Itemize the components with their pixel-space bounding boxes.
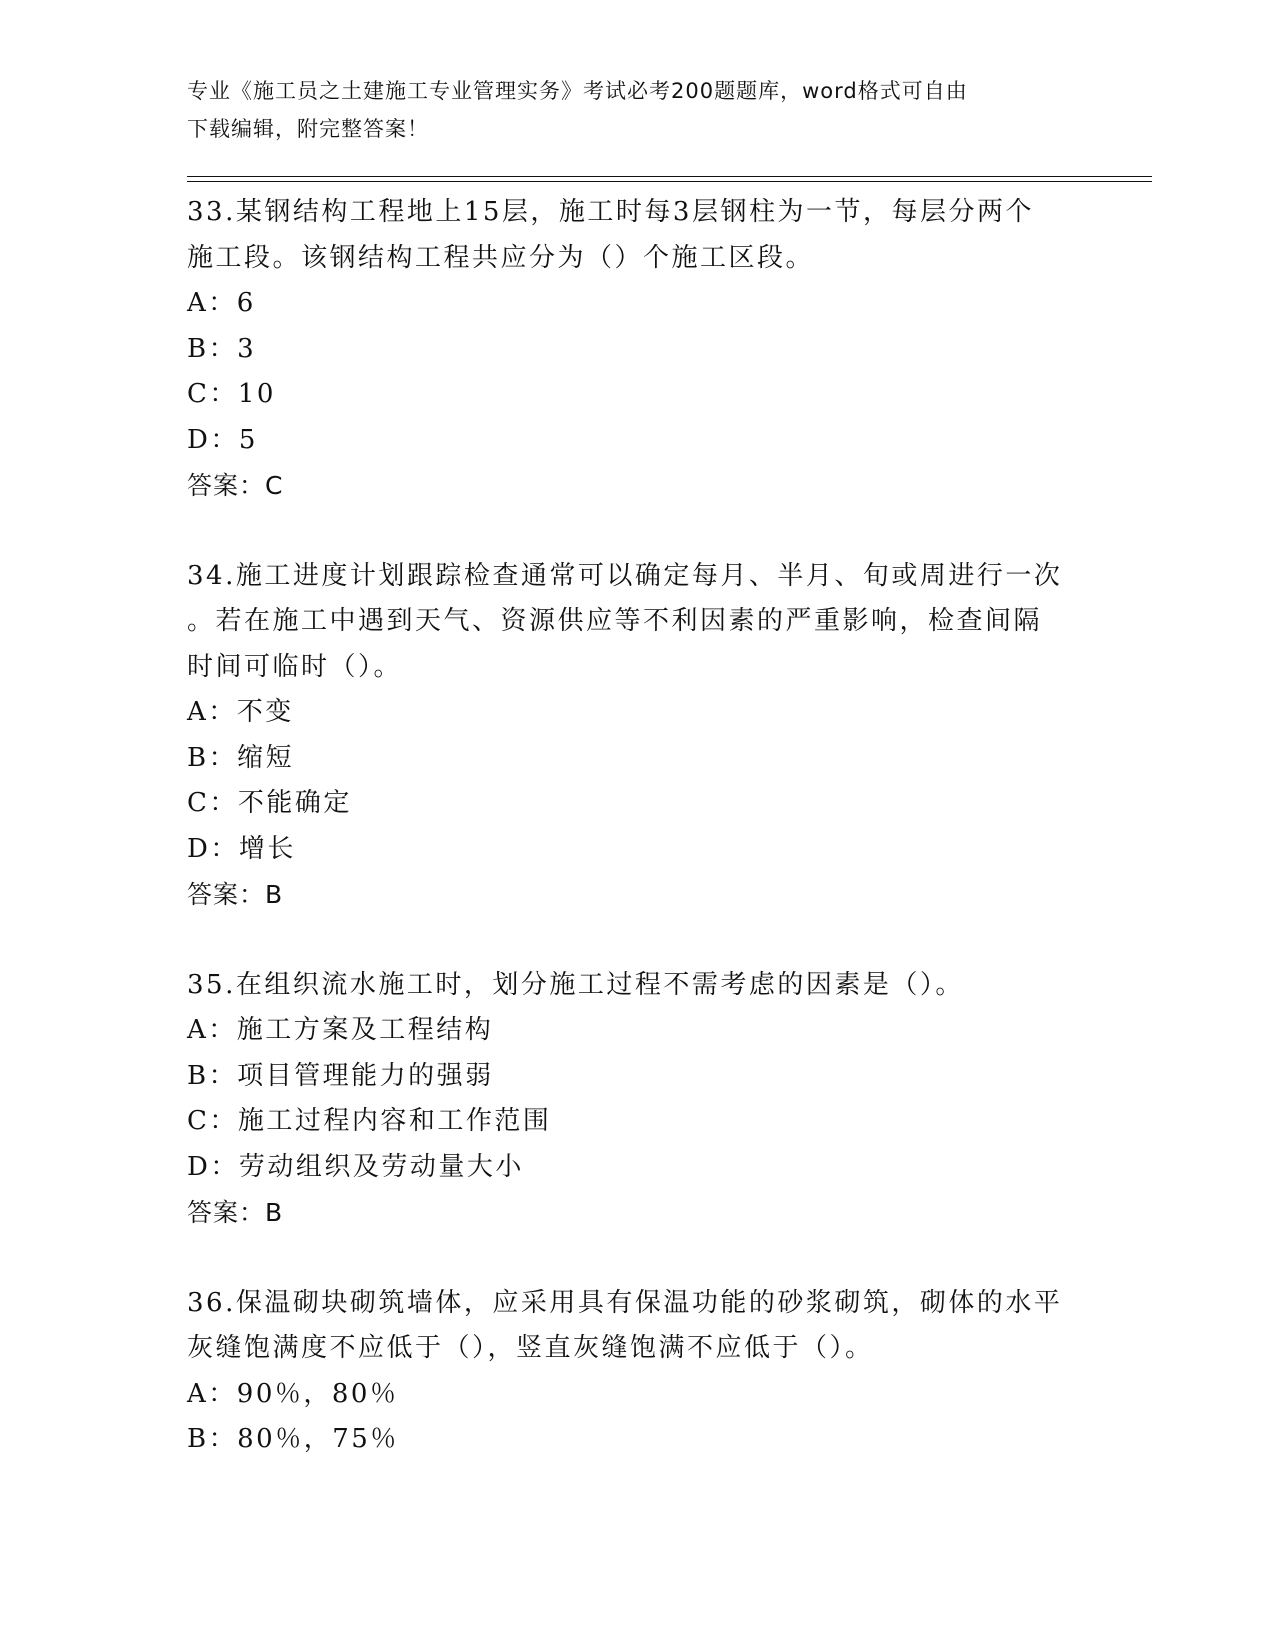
stem-line: 33.某钢结构工程地上15层，施工时每3层钢柱为一节，每层分两个 [187,197,1034,227]
option-b: B：3 [187,333,257,364]
option-c: C：不能确定 [187,788,352,818]
question-list [187,190,1087,1463]
question-stem [187,554,1087,691]
answer-line: 答案：B [187,1198,284,1227]
question-spacer [187,918,1087,963]
stem-line: 36.保温砌块砌筑墙体，应采用具有保温功能的砂浆砌筑，砌体的水平 [187,1287,1063,1318]
option-b: B：缩短 [187,742,295,773]
option-a: A：90％，80％ [187,1378,399,1409]
question-spacer [187,1236,1087,1281]
option-d: D：劳动组织及劳动量大小 [187,1151,524,1182]
option-b: B：项目管理能力的强弱 [187,1060,494,1091]
header-line-1: 专业《施工员之土建施工专业管理实务》考试必考200题题库，word格式可自由 [187,79,968,103]
stem-line: 。若在施工中遇到天气、资源供应等不利因素的严重影响，检查间隔 [187,606,1043,636]
option-b: B：80％，75％ [187,1424,399,1454]
question-36 [187,1281,1087,1463]
header-divider-bottom [187,181,1152,182]
stem-line: 35.在组织流水施工时，划分施工过程不需考虑的因素是（）。 [187,969,964,1000]
option-d: D：增长 [187,833,296,864]
stem-line: 34.施工进度计划跟踪检查通常可以确定每月、半月、旬或周进行一次 [187,560,1063,591]
question-33 [187,190,1087,509]
question-stem [187,963,1087,1009]
question-35 [187,963,1087,1236]
document-header [187,72,1067,148]
question-spacer [187,509,1087,554]
stem-line: 灰缝饱满度不应低于（），竖直灰缝饱满不应低于（）。 [187,1333,874,1363]
option-c: C：施工过程内容和工作范围 [187,1106,552,1136]
option-a: A：施工方案及工程结构 [187,1015,494,1045]
stem-line: 施工段。该钢结构工程共应分为（）个施工区段。 [187,242,815,273]
header-line-2: 下载编辑，附完整答案！ [187,117,429,141]
option-c: C：10 [187,379,276,409]
question-stem [187,190,1087,281]
stem-line: 时间可临时（）。 [187,651,403,682]
answer-line: 答案：B [187,880,284,909]
option-a: A：6 [187,288,256,318]
answer-line: 答案：C [187,471,284,500]
option-d: D：5 [187,424,258,455]
option-a: A：不变 [187,697,294,727]
header-divider-top [187,176,1152,177]
question-34 [187,554,1087,918]
question-stem [187,1281,1087,1372]
